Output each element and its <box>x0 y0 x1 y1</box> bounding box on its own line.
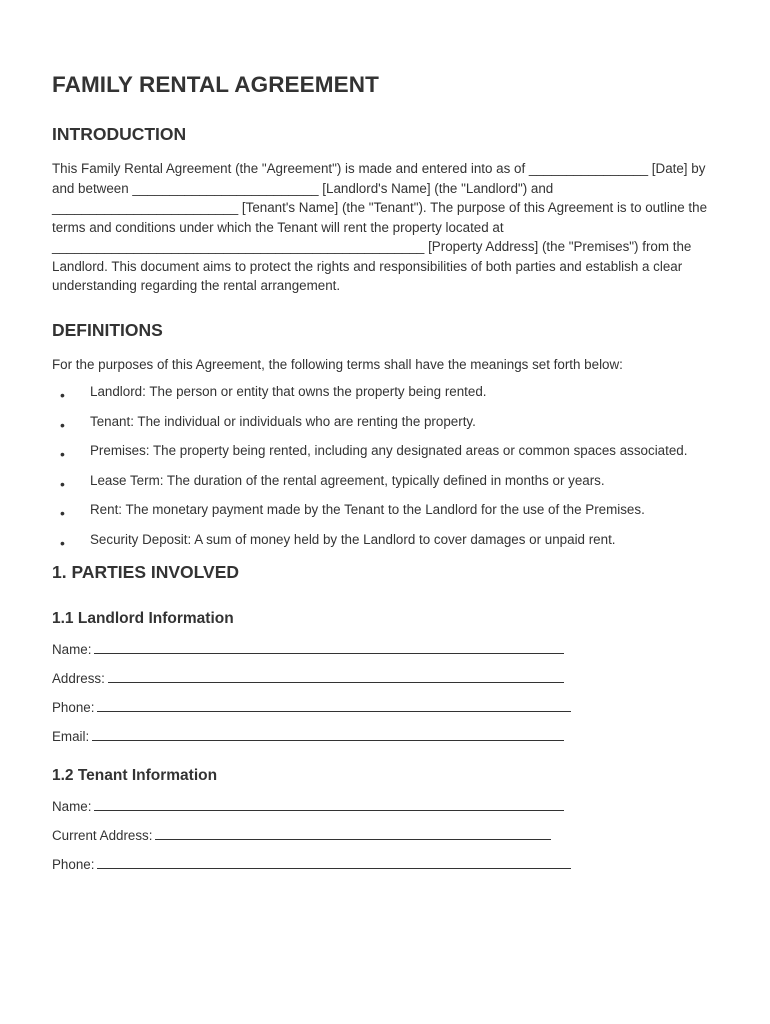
tenant-phone-row <box>52 855 718 875</box>
landlord-phone-blank[interactable] <box>97 699 571 712</box>
bullet-icon: • <box>60 505 65 521</box>
field-label: Current Address: <box>52 827 153 843</box>
definition-item-premises <box>52 441 718 461</box>
landlord-name-blank[interactable] <box>94 641 564 654</box>
field-label: Name: <box>52 798 92 814</box>
bullet-icon: • <box>60 416 65 433</box>
landlord-info-heading: 1.1 Landlord Information <box>52 610 234 627</box>
bullet-icon: • <box>60 446 65 462</box>
landlord-fields <box>52 640 718 747</box>
field-label: Phone: <box>52 856 95 872</box>
definitions-list <box>52 382 718 549</box>
landlord-name-row <box>52 640 718 660</box>
bullet-icon: • <box>60 387 65 403</box>
tenant-fields <box>52 797 718 875</box>
bullet-icon: • <box>60 475 65 492</box>
definition-item-security-deposit <box>52 530 718 550</box>
tenant-info-heading: 1.2 Tenant Information <box>52 766 218 784</box>
landlord-email-row <box>52 727 718 747</box>
field-label: Address: <box>52 671 105 686</box>
definition-text: Premises: The property being rented, including any designated areas or common spaces associated. <box>90 443 688 458</box>
tenant-phone-blank[interactable] <box>97 856 571 869</box>
field-label: Email: <box>52 729 90 744</box>
definition-text: Landlord: The person or entity that owns the property being rented. <box>90 384 487 399</box>
field-label: Name: <box>52 642 92 657</box>
tenant-address-blank[interactable] <box>155 827 551 840</box>
definition-text: Rent: The monetary payment made by the Tenant to the Landlord for the use of the Premises. <box>90 502 645 517</box>
definition-item-rent <box>52 500 718 520</box>
definition-text: Tenant: The individual or individuals who are renting the property. <box>90 413 476 429</box>
introduction-heading: INTRODUCTION <box>52 124 187 144</box>
parties-heading: 1. PARTIES INVOLVED <box>52 562 240 582</box>
document-title: FAMILY RENTAL AGREEMENT <box>52 72 379 97</box>
landlord-address-row <box>52 669 718 689</box>
definitions-heading: DEFINITIONS <box>52 319 163 340</box>
tenant-name-row <box>52 797 718 817</box>
tenant-name-blank[interactable] <box>94 798 564 811</box>
field-label: Phone: <box>52 700 95 715</box>
bullet-icon: • <box>60 534 65 551</box>
definition-item-landlord <box>52 382 718 402</box>
definitions-lead-text: For the purposes of this Agreement, the following terms shall have the meanings set forth below: <box>52 356 623 372</box>
landlord-phone-row <box>52 698 718 718</box>
definition-item-lease-term <box>52 471 718 491</box>
definition-text: Security Deposit: A sum of money held by the Landlord to cover damages or unpaid rent. <box>90 531 616 547</box>
landlord-address-blank[interactable] <box>108 670 564 683</box>
introduction-paragraph: This Family Rental Agreement (the "Agreement") is made and entered into as of ________________ [Date] by and between _________________________ [Landlord's Name] (the "Landlord") and _________________________ [Tenant's Name] (the "Tenant"). The purpose of this Agreement is to outline the terms and conditions under which the Tenant will rent the property located at __________________________________________________ [Property Address] (the "Premises") from the Landlord. This document aims to protect the rights and responsibilities of both parties and establish a clear understanding regarding the rental arrangement. <box>52 161 708 293</box>
definition-text: Lease Term: The duration of the rental agreement, typically defined in months or years. <box>90 472 605 488</box>
landlord-email-blank[interactable] <box>92 728 564 741</box>
tenant-address-row <box>52 826 718 846</box>
definition-item-tenant <box>52 412 718 432</box>
